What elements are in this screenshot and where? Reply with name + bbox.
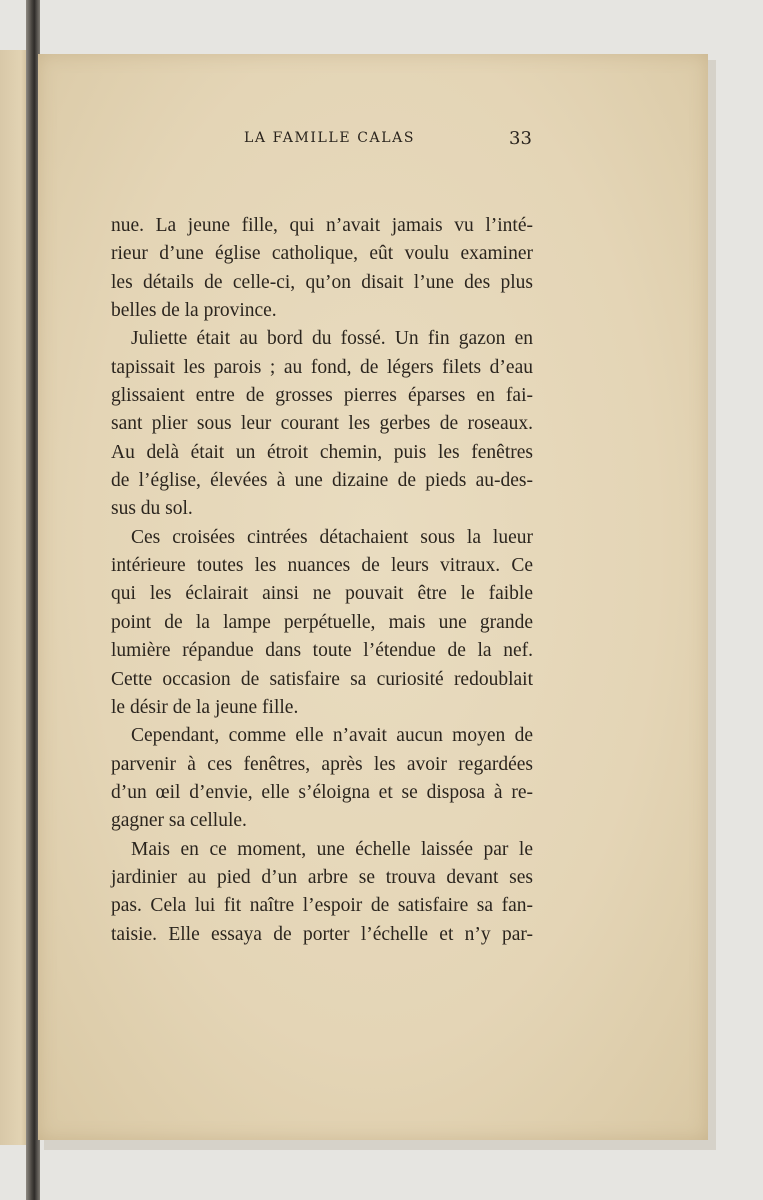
running-title: LA FAMILLE CALAS [244, 130, 416, 146]
text-line: jardinier au pied d’un arbre se trouva devant ses [111, 866, 533, 888]
text-line: tapissait les parois ; au fond, de légers filets d’eau [111, 356, 533, 378]
text-line: Cependant, comme elle n’avait aucun moyen de [131, 725, 533, 747]
text-line: les détails de celle-ci, qu’on disait l’une des plus [111, 271, 533, 293]
paragraph [111, 722, 533, 835]
text-line: parvenir à ces fenêtres, après les avoir regardées [111, 753, 533, 775]
text-line: pas. Cela lui fit naître l’espoir de satisfaire sa fan- [111, 895, 533, 917]
text-line: lumière répandue dans toute l’étendue de la nef. [111, 640, 533, 662]
text-line: taisie. Elle essaya de porter l’échelle et n’y par- [111, 923, 533, 945]
text-line: belles de la province. [111, 300, 277, 322]
text-line: de l’église, élevées à une dizaine de pieds au-des- [111, 470, 533, 492]
running-head [0, 128, 763, 158]
text-line: sant plier sous leur courant les gerbes de roseaux. [111, 413, 533, 435]
paragraph [111, 524, 533, 722]
text-line: Mais en ce moment, une échelle laissée par le [131, 838, 533, 860]
text-line: qui les éclairait ainsi ne pouvait être le faible [111, 583, 533, 605]
page-number: 33 [509, 128, 532, 149]
text-line: intérieure toutes les nuances de leurs vitraux. Ce [111, 555, 533, 577]
text-line: Cette occasion de satisfaire sa curiosité redoublait [111, 668, 533, 690]
text-line: Juliette était au bord du fossé. Un fin gazon en [131, 328, 533, 350]
text-line: rieur d’une église catholique, eût voulu examiner [111, 243, 533, 265]
text-line: d’un œil d’envie, elle s’éloigna et se disposa à re- [111, 781, 533, 803]
text-line: nue. La jeune fille, qui n’avait jamais vu l’inté- [111, 215, 533, 236]
body-text [111, 212, 533, 949]
text-line: Ces croisées cintrées détachaient sous la lueur [131, 526, 533, 548]
paragraph [111, 325, 533, 523]
text-line: le désir de la jeune fille. [111, 696, 299, 718]
text-line: gagner sa cellule. [111, 810, 247, 832]
text-line: point de la lampe perpétuelle, mais une grande [111, 611, 533, 633]
text-line: sus du sol. [111, 498, 193, 520]
paragraph [111, 836, 533, 949]
text-line: glissaient entre de grosses pierres éparses en fai- [111, 385, 533, 407]
text-line: Au delà était un étroit chemin, puis les fenêtres [111, 441, 533, 463]
paragraph [111, 212, 533, 325]
